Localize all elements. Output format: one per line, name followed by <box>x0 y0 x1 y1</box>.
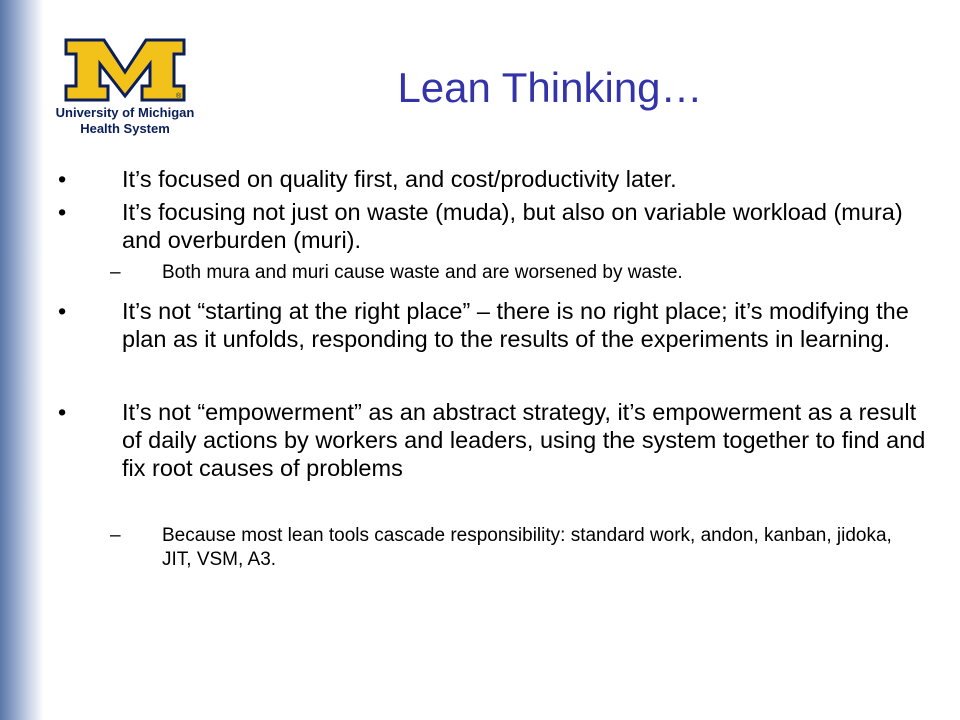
bullet-text: It’s focusing not just on waste (muda), but also on variable workload (mura) and overburden (muri). <box>122 199 903 253</box>
bullet-marker: • <box>58 399 67 425</box>
bullet-marker: • <box>58 166 67 192</box>
sub-bullet-marker: – <box>110 262 121 283</box>
bullet-text: It’s not “empowerment” as an abstract strategy, it’s empowerment as a result of daily actions by workers and leaders, using the system together to find and fix root causes of problems <box>122 399 926 481</box>
side-gradient-bar <box>0 0 44 720</box>
bullet-text: It’s not “starting at the right place” – there is no right place; it’s modifying the plan as it unfolds, responding to the results of the experiments in learning. <box>122 298 909 352</box>
bullet-marker: • <box>58 298 67 324</box>
sub-bullet-text: Both mura and muri cause waste and are worsened by waste. <box>162 262 683 283</box>
svg-text:®: ® <box>176 93 182 100</box>
university-logo <box>50 38 200 138</box>
bullet-text: It’s focused on quality first, and cost/productivity later. <box>122 166 677 192</box>
logo-line-1: University of Michigan <box>55 105 195 120</box>
block-m-icon <box>64 38 186 102</box>
sub-bullet-marker: – <box>110 525 121 546</box>
bullet-marker: • <box>58 199 67 225</box>
logo-line-2: Health System <box>80 121 170 136</box>
slide-title: Lean Thinking… <box>397 64 703 111</box>
sub-bullet-text: Because most lean tools cascade responsibility: standard work, andon, kanban, jidoka, JIT, VSM, A3. <box>162 525 892 570</box>
